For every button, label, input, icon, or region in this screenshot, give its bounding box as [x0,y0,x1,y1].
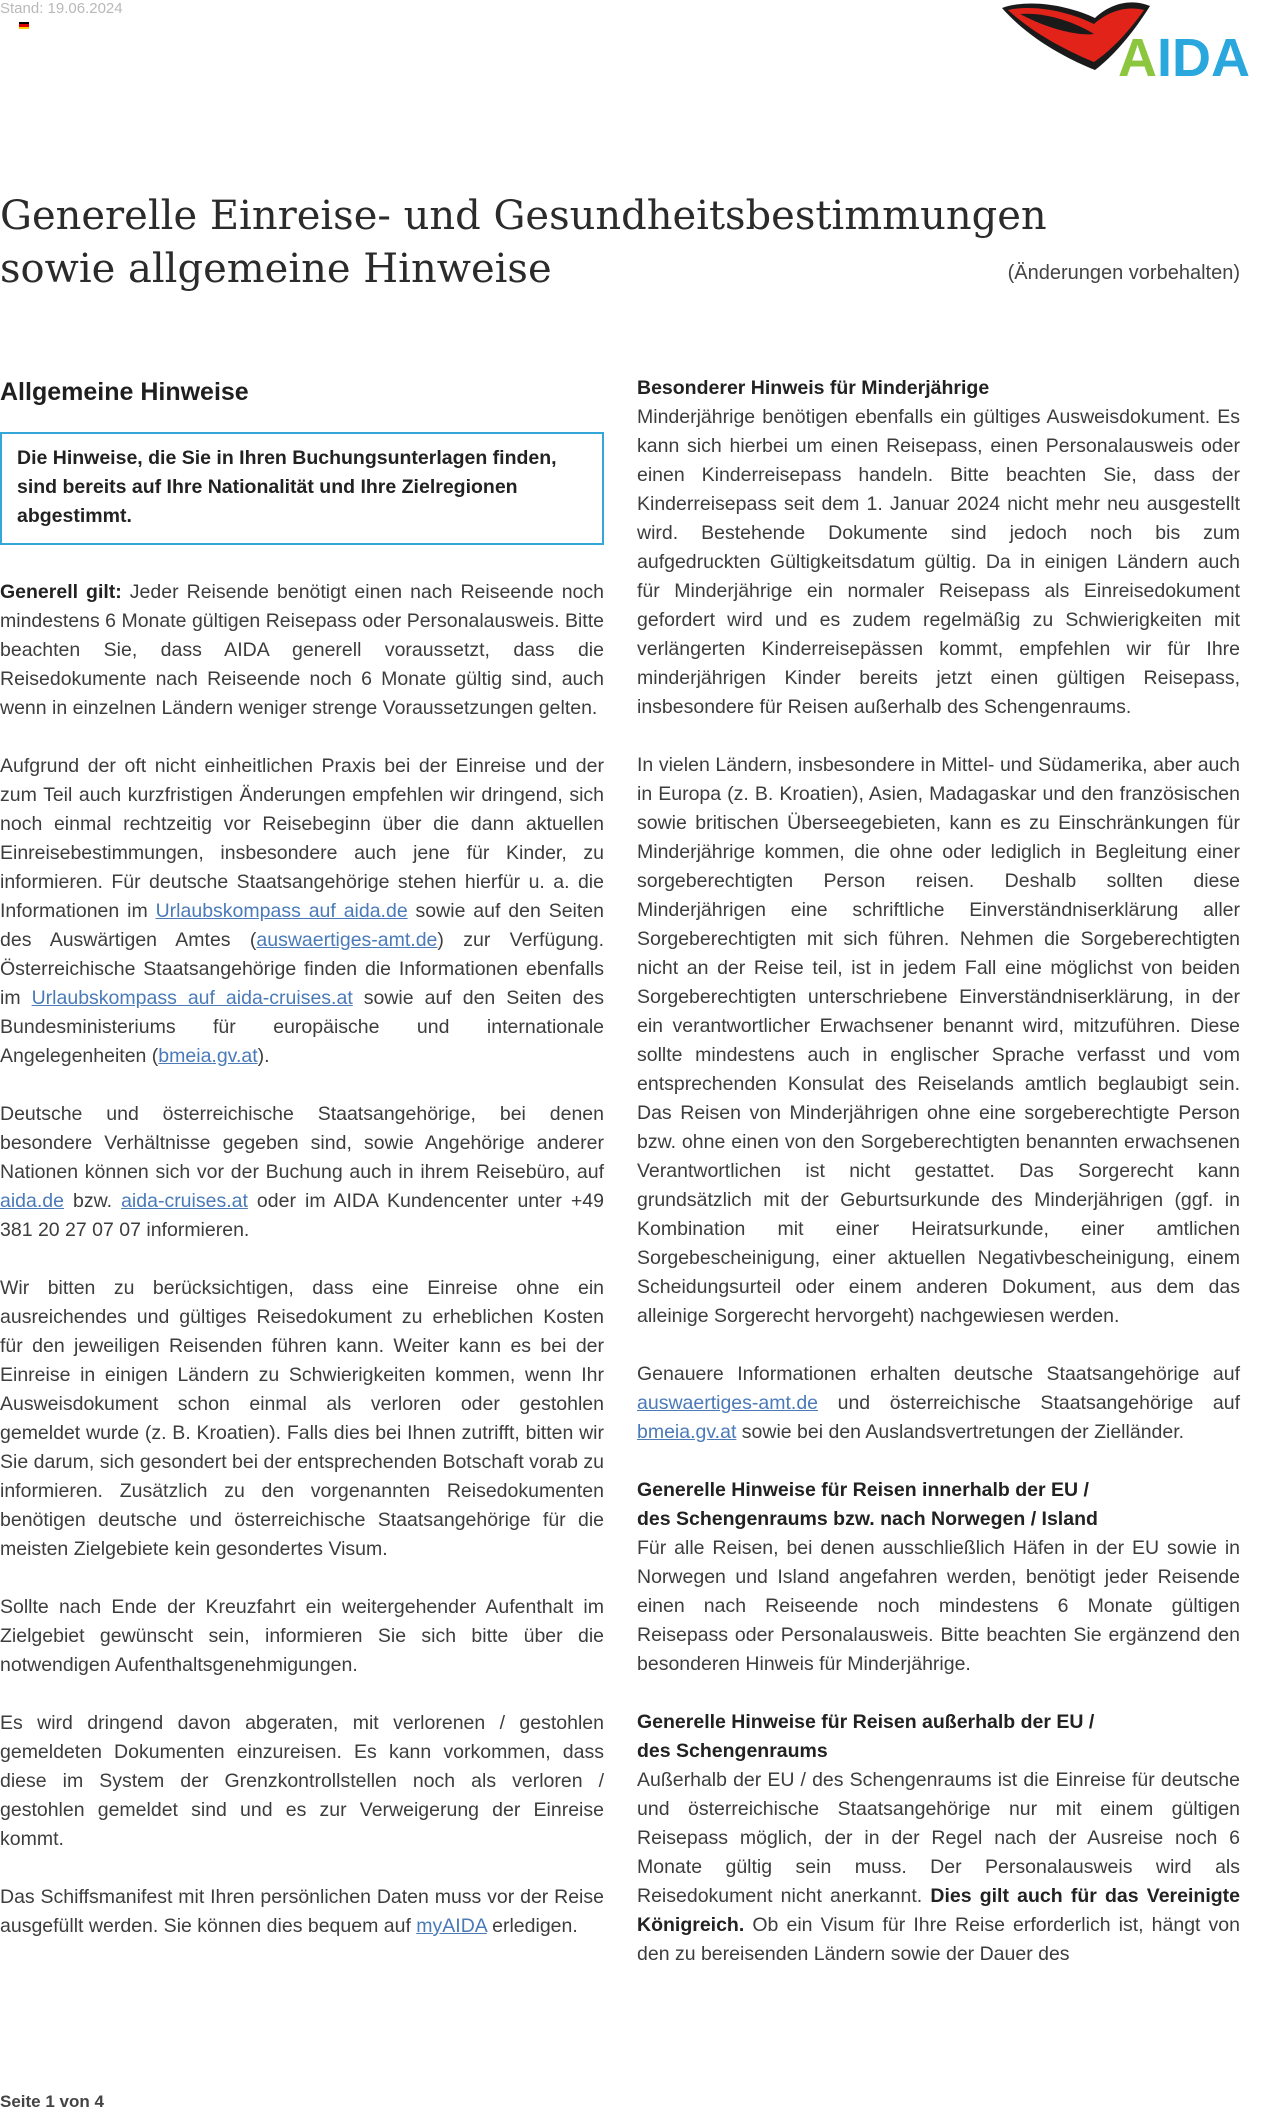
title-line-2: sowie allgemeine Hinweise [0,246,552,292]
link-urlaubskompass-aida-cruises-at[interactable]: Urlaubskompass auf aida-cruises.at [31,987,353,1009]
link-myaida[interactable]: myAIDA [416,1915,487,1937]
paragraph-aufenthalt: Sollte nach Ende der Kreuzfahrt ein weitergehender Aufenthalt im Zielgebiet gewünscht sein, informieren Sie sich bitte über die notwendigen Aufenthaltsgenehmigungen. [0,1596,604,1676]
link-bmeia[interactable]: bmeia.gv.at [158,1045,258,1067]
link-bmeia-right[interactable]: bmeia.gv.at [637,1421,737,1443]
heading-ausserhalb-eu-2: des Schengenraums [637,1740,828,1762]
paragraph-kundencenter: Deutsche und österreichische Staatsangehörige, bei denen besondere Verhältnisse gegeben sind, sowie Angehörige anderer Nationen können sich vor der Buchung auch in ihrem Reisebüro, auf aida.de bzw. aida-cruises.at oder im AIDA Kundencenter unter +49 381 20 27 07 07 informieren. [0,1103,604,1241]
stand-date: Stand: 19.06.2024 [0,0,123,17]
link-auswaertiges-amt[interactable]: auswaertiges-amt.de [256,929,438,951]
paragraph-einreisebestimmungen: Aufgrund der oft nicht einheitlichen Praxis bei der Einreise und der zum Teil auch kurzfristigen Änderungen empfehlen wir dringend, sich noch einmal rechtzeitig vor Reisebeginn über die dann aktuellen Einreisebestimmungen, insbesondere auch jene für Kinder, zu informieren. Für deutsche Staatsangehörige stehen hierfür u. a. die Informationen im Urlaubskompass auf aida.de sowie auf den Seiten des Auswärtigen Amtes (auswaertiges-amt.de) zur Verfügung. Österreichische Staatsangehörige finden die Informationen ebenfalls im Urlaubskompass auf aida-cruises.at sowie auf den Seiten des Bundesministeriums für europäische und internationale Angelegenheiten (bmeia.gv.at). [0,755,605,1067]
paragraph-generell-gilt: Generell gilt: Jeder Reisende benötigt einen nach Reiseende noch mindestens 6 Monate gültigen Reisepass oder Personalausweis. Bitte beachten Sie, dass AIDA generell voraussetzt, dass die Reisedokumente nach Reiseende noch 6 Monate gültig sind, auch wenn in einzelnen Ländern weniger strenge Voraussetzungen gelten. [0,581,604,719]
paragraph-schiffsmanifest: Das Schiffsmanifest mit Ihren persönlichen Daten muss vor der Reise ausgefüllt werden. Sie können dies bequem auf myAIDA erledigen. [0,1886,604,1937]
paragraph-genauere-informationen: Genauere Informationen erhalten deutsche Staatsangehörige auf auswaertiges-amt.de und österreichische Staatsangehörige auf bmeia.gv.at sowie bei den Auslandsvertretungen der Zielländer. [637,1363,1240,1443]
logo-text: AIDA [1118,28,1251,82]
changes-note: (Änderungen vorbehalten) [1007,262,1240,284]
paragraph-verlorene-dokumente: Es wird dringend davon abgeraten, mit verlorenen / gestohlen gemeldeten Dokumenten einzureisen. Es kann vorkommen, dass diese im System der Grenzkontrollstellen noch als verloren / gestohlen gemeldet sind und es zur Verweigerung der Einreise kommt. [0,1712,604,1850]
paragraph-reisedokument: Wir bitten zu berücksichtigen, dass eine Einreise ohne ein ausreichendes und gültiges Reisedokument zu erheblichen Kosten für den jeweiligen Reisenden führen kann. Weiter kann es bei der Einreise in einigen Ländern zu Schwierigkeiten kommen, wenn Ihr Ausweisdokument schon einmal als verloren oder gestohlen gemeldet wurde (z. B. Kroatien). Falls dies bei Ihnen zutrifft, bitten wir Sie darum, sich gesondert bei der entsprechenden Botschaft vorab zu informieren. Zusätzlich zu den vorgenannten Reisedokumenten benötigen deutsche und österreichische Staatsangehörige für die meisten Zielgebiete kein gesondertes Visum. [0,1277,604,1560]
heading-minderjaehrige: Besonderer Hinweis für Minderjährige [637,377,990,399]
section-innerhalb-eu: Generelle Hinweise für Reisen innerhalb der EU / des Schengenraums bzw. nach Norwegen / Island Für alle Reisen, bei denen ausschließlich Häfen in der EU sowie in Norwegen und Island angefahren werden, benötigt jeder Reisende einen nach Reiseende noch mindestens 6 Monate gültigen Reisepass oder Personalausweis. Bitte beachten Sie ergänzend den besonderen Hinweis für Minderjährige. [637,1476,1240,1679]
heading-ausserhalb-eu-1: Generelle Hinweise für Reisen außerhalb der EU / [637,1711,1095,1733]
link-aida-de[interactable]: aida.de [0,1190,64,1212]
right-column [637,374,1240,1969]
title-line-1: Generelle Einreise- und Gesundheitsbestimmungen [0,193,1047,239]
left-column [0,374,604,1941]
german-flag-icon[interactable] [19,22,29,29]
info-box: Die Hinweise, die Sie in Ihren Buchungsunterlagen finden, sind bereits auf Ihre Nationalität und Ihre Zielregionen abgestimmt. [0,432,604,545]
vereinigtes-koenigreich-note: Dies gilt auch für das Vereinigte Königreich. [637,1885,1240,1936]
page-title [0,190,1047,296]
link-aida-cruises-at[interactable]: aida-cruises.at [121,1190,248,1212]
page-number: Seite 1 von 4 [0,2092,104,2111]
section-ausserhalb-eu: Generelle Hinweise für Reisen außerhalb der EU / des Schengenraums Außerhalb der EU / des Schengenraums ist die Einreise für deutsche und österreichische Staatsangehörige nur mit einem gültigen Reisepass möglich, der in der Regel nach der Ausreise noch 6 Monate gültig sein muss. Der Personalausweis wird als Reisedokument nicht anerkannt. Dies gilt auch für das Vereinigte Königreich. Ob ein Visum für Ihre Reise erforderlich ist, hängt von den zu bereisenden Ländern sowie der Dauer des [637,1708,1240,1969]
generell-gilt-label: Generell gilt: [0,581,122,603]
paragraph-einschraenkungen: In vielen Ländern, insbesondere in Mittel- und Südamerika, aber auch in Europa (z. B. Kroatien), Asien, Madagaskar und den französischen sowie britischen Überseegebieten, kann es zu Einschränkungen für Minderjährige kommen, die ohne oder lediglich in Begleitung einer sorgeberechtigten Person reisen. Deshalb sollten diese Minderjährigen eine schriftliche Einverständniserklärung aller Sorgeberechtigten mit sich führen. Nehmen die Sorgeberechtigten nicht an der Reise teil, ist in jedem Fall eine möglichst von beiden Sorgeberechtigten unterschriebene Einverständniserklärung, in der ein verantwortlicher Erwachsener benannt wird, mitzuführen. Diese sollte mindestens auch in englischer Sprache verfasst und vom entsprechenden Konsulat des Reiselands amtlich beglaubigt sein. Das Reisen von Minderjährigen ohne eine sorgeberechtigte Person bzw. ohne einen von den Sorgeberechtigten benannten erwachsenen Verantwortlichen ist nicht gestattet. Das Sorgerecht kann grundsätzlich mit der Geburtsurkunde des Minderjährigen (ggf. in Kombination mit einer Heiratsurkunde, einer amtlichen Sorgebescheinigung, einer aktuellen Negativbescheinigung, einem Scheidungsurteil oder einem anderen Dokument, aus dem das alleinige Sorgerecht hervorgeht) nachgewiesen werden. [637,754,1240,1327]
aida-logo [1000,0,1280,82]
section-heading-allgemeine-hinweise: Allgemeine Hinweise [0,378,249,406]
link-auswaertiges-amt-right[interactable]: auswaertiges-amt.de [637,1392,819,1414]
link-urlaubskompass-aida-de[interactable]: Urlaubskompass auf aida.de [155,900,408,922]
section-minderjaehrige: Besonderer Hinweis für Minderjährige Minderjährige benötigen ebenfalls ein gültiges Ausweisdokument. Es kann sich hierbei um einen Reisepass, einen Personalausweis oder einen Kinderreisepass handeln. Bitte beachten Sie, dass der Kinderreisepass seit dem 1. Januar 2024 nicht mehr neu ausgestellt wird. Bestehende Dokumente sind jedoch noch bis zum aufgedruckten Gültigkeitsdatum gültig. Da in einigen Ländern auch für Minderjährige ein normaler Reisepass als Einreisedokument gefordert wird und es zudem regelmäßig zu Schwierigkeiten mit verlängerten Kinderreisepässen kommt, empfehlen wir für Ihre minderjährigen Kinder bereits jetzt einen gültigen Reisepass, insbesondere für Reisen außerhalb des Schengenraums. [637,374,1240,722]
heading-innerhalb-eu-2: des Schengenraums bzw. nach Norwegen / Island [637,1508,1098,1530]
heading-innerhalb-eu-1: Generelle Hinweise für Reisen innerhalb der EU / [637,1479,1089,1501]
